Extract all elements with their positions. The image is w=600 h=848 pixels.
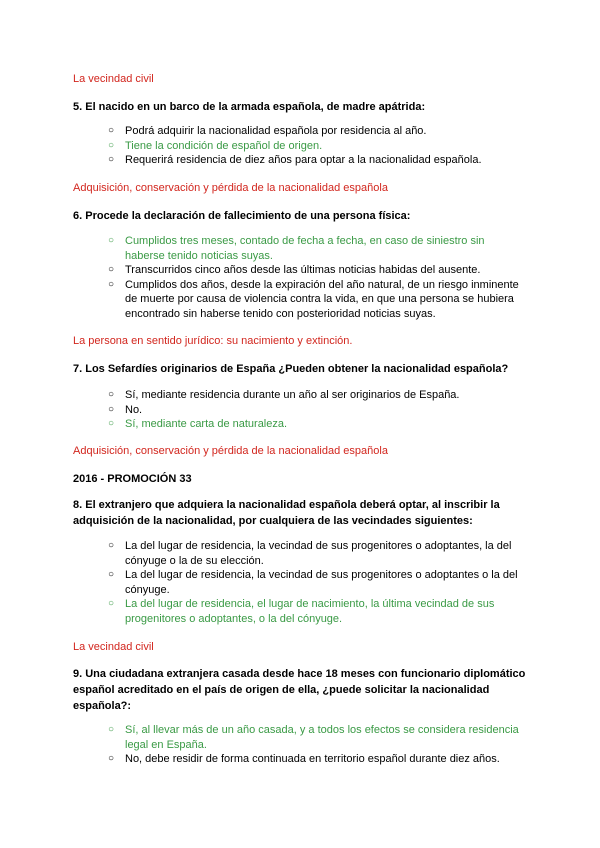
question-8: 8. El extranjero que adquiera la nacionalidad española deberá optar, al inscribir la adquisición de la nacionalidad, por cualquiera de las vecindades siguientes: xyxy=(73,499,500,527)
option: ○ Sí, mediante residencia durante un año al ser originarios de España. xyxy=(108,389,460,401)
question-6: 6. Procede la declaración de fallecimiento de una persona física: xyxy=(73,210,411,222)
bullet-icon: ○ xyxy=(108,389,115,400)
bullet-icon: ○ xyxy=(108,139,115,151)
bullet-icon: ○ xyxy=(108,753,115,765)
option: ○ La del lugar de residencia, la vecindad de sus progenitores o adoptantes o la del cónyuge. xyxy=(108,569,518,596)
topic-label: Adquisición, conservación y pérdida de la nacionalidad española xyxy=(73,445,388,457)
options-list xyxy=(106,124,526,168)
bullet-icon: ○ xyxy=(108,235,115,246)
bullet-icon: ○ xyxy=(108,125,115,136)
bullet-icon: ○ xyxy=(108,403,115,415)
option: ○ La del lugar de residencia, la vecindad de sus progenitores o adoptantes, la del cónyuge o la de su elección. xyxy=(108,540,512,567)
option-correct: ○ Tiene la condición de español de origen. xyxy=(108,139,323,152)
bullet-icon: ○ xyxy=(108,278,115,290)
topic-label: La vecindad civil xyxy=(73,73,154,85)
topic-label: La vecindad civil xyxy=(73,641,154,653)
question-9: 9. Una ciudadana extranjera casada desde hace 18 meses con funcionario diplomático español acreditado en el país de origen de ella, ¿puede solicitar la nacionalidad española?: xyxy=(73,668,526,712)
bullet-icon: ○ xyxy=(108,264,115,276)
option: ○ Requerirá residencia de diez años para optar a la nacionalidad española. xyxy=(108,154,482,167)
options-list xyxy=(106,234,526,322)
bullet-icon: ○ xyxy=(108,418,115,430)
question-7: 7. Los Sefardíes originarios de España ¿Pueden obtener la nacionalidad española? xyxy=(73,363,509,375)
bullet-icon: ○ xyxy=(108,724,115,735)
options-list xyxy=(106,539,526,627)
bullet-icon: ○ xyxy=(108,598,115,610)
exam-heading: 2016 - PROMOCIÓN 33 xyxy=(73,473,192,485)
option-correct: ○ Cumplidos tres meses, contado de fecha a fecha, en caso de siniestro sin haberse tenido noticias suyas. xyxy=(108,235,485,262)
option-correct: ○ Sí, al llevar más de un año casada, y a todos los efectos se considera residencia legal en España. xyxy=(108,724,519,751)
option: ○ Cumplidos dos años, desde la expiración del año natural, de un riesgo inminente de muerte por causa de violencia contra la vida, en que una persona se hubiera encontrado sin haberse tenido con posterioridad noticias suyas. xyxy=(108,278,519,320)
option-correct: ○ La del lugar de residencia, el lugar de nacimiento, la última vecindad de sus progenitores o adoptantes, o la del cónyuge. xyxy=(108,598,495,625)
options-list xyxy=(106,723,526,767)
option: ○ No. xyxy=(108,403,143,416)
bullet-icon: ○ xyxy=(108,154,115,166)
bullet-icon: ○ xyxy=(108,540,115,551)
question-5: 5. El nacido en un barco de la armada española, de madre apátrida: xyxy=(73,101,426,113)
option: ○ Podrá adquirir la nacionalidad española por residencia al año. xyxy=(108,125,427,137)
topic-label: Adquisición, conservación y pérdida de la nacionalidad española xyxy=(73,182,388,194)
options-list xyxy=(106,388,526,432)
topic-label: La persona en sentido jurídico: su nacimiento y extinción. xyxy=(73,335,353,347)
option: ○ No, debe residir de forma continuada en territorio español durante diez años. xyxy=(108,753,500,766)
option-correct: ○ Sí, mediante carta de naturaleza. xyxy=(108,418,288,431)
option: ○ Transcurridos cinco años desde las últimas noticias habidas del ausente. xyxy=(108,264,481,277)
bullet-icon: ○ xyxy=(108,569,115,581)
